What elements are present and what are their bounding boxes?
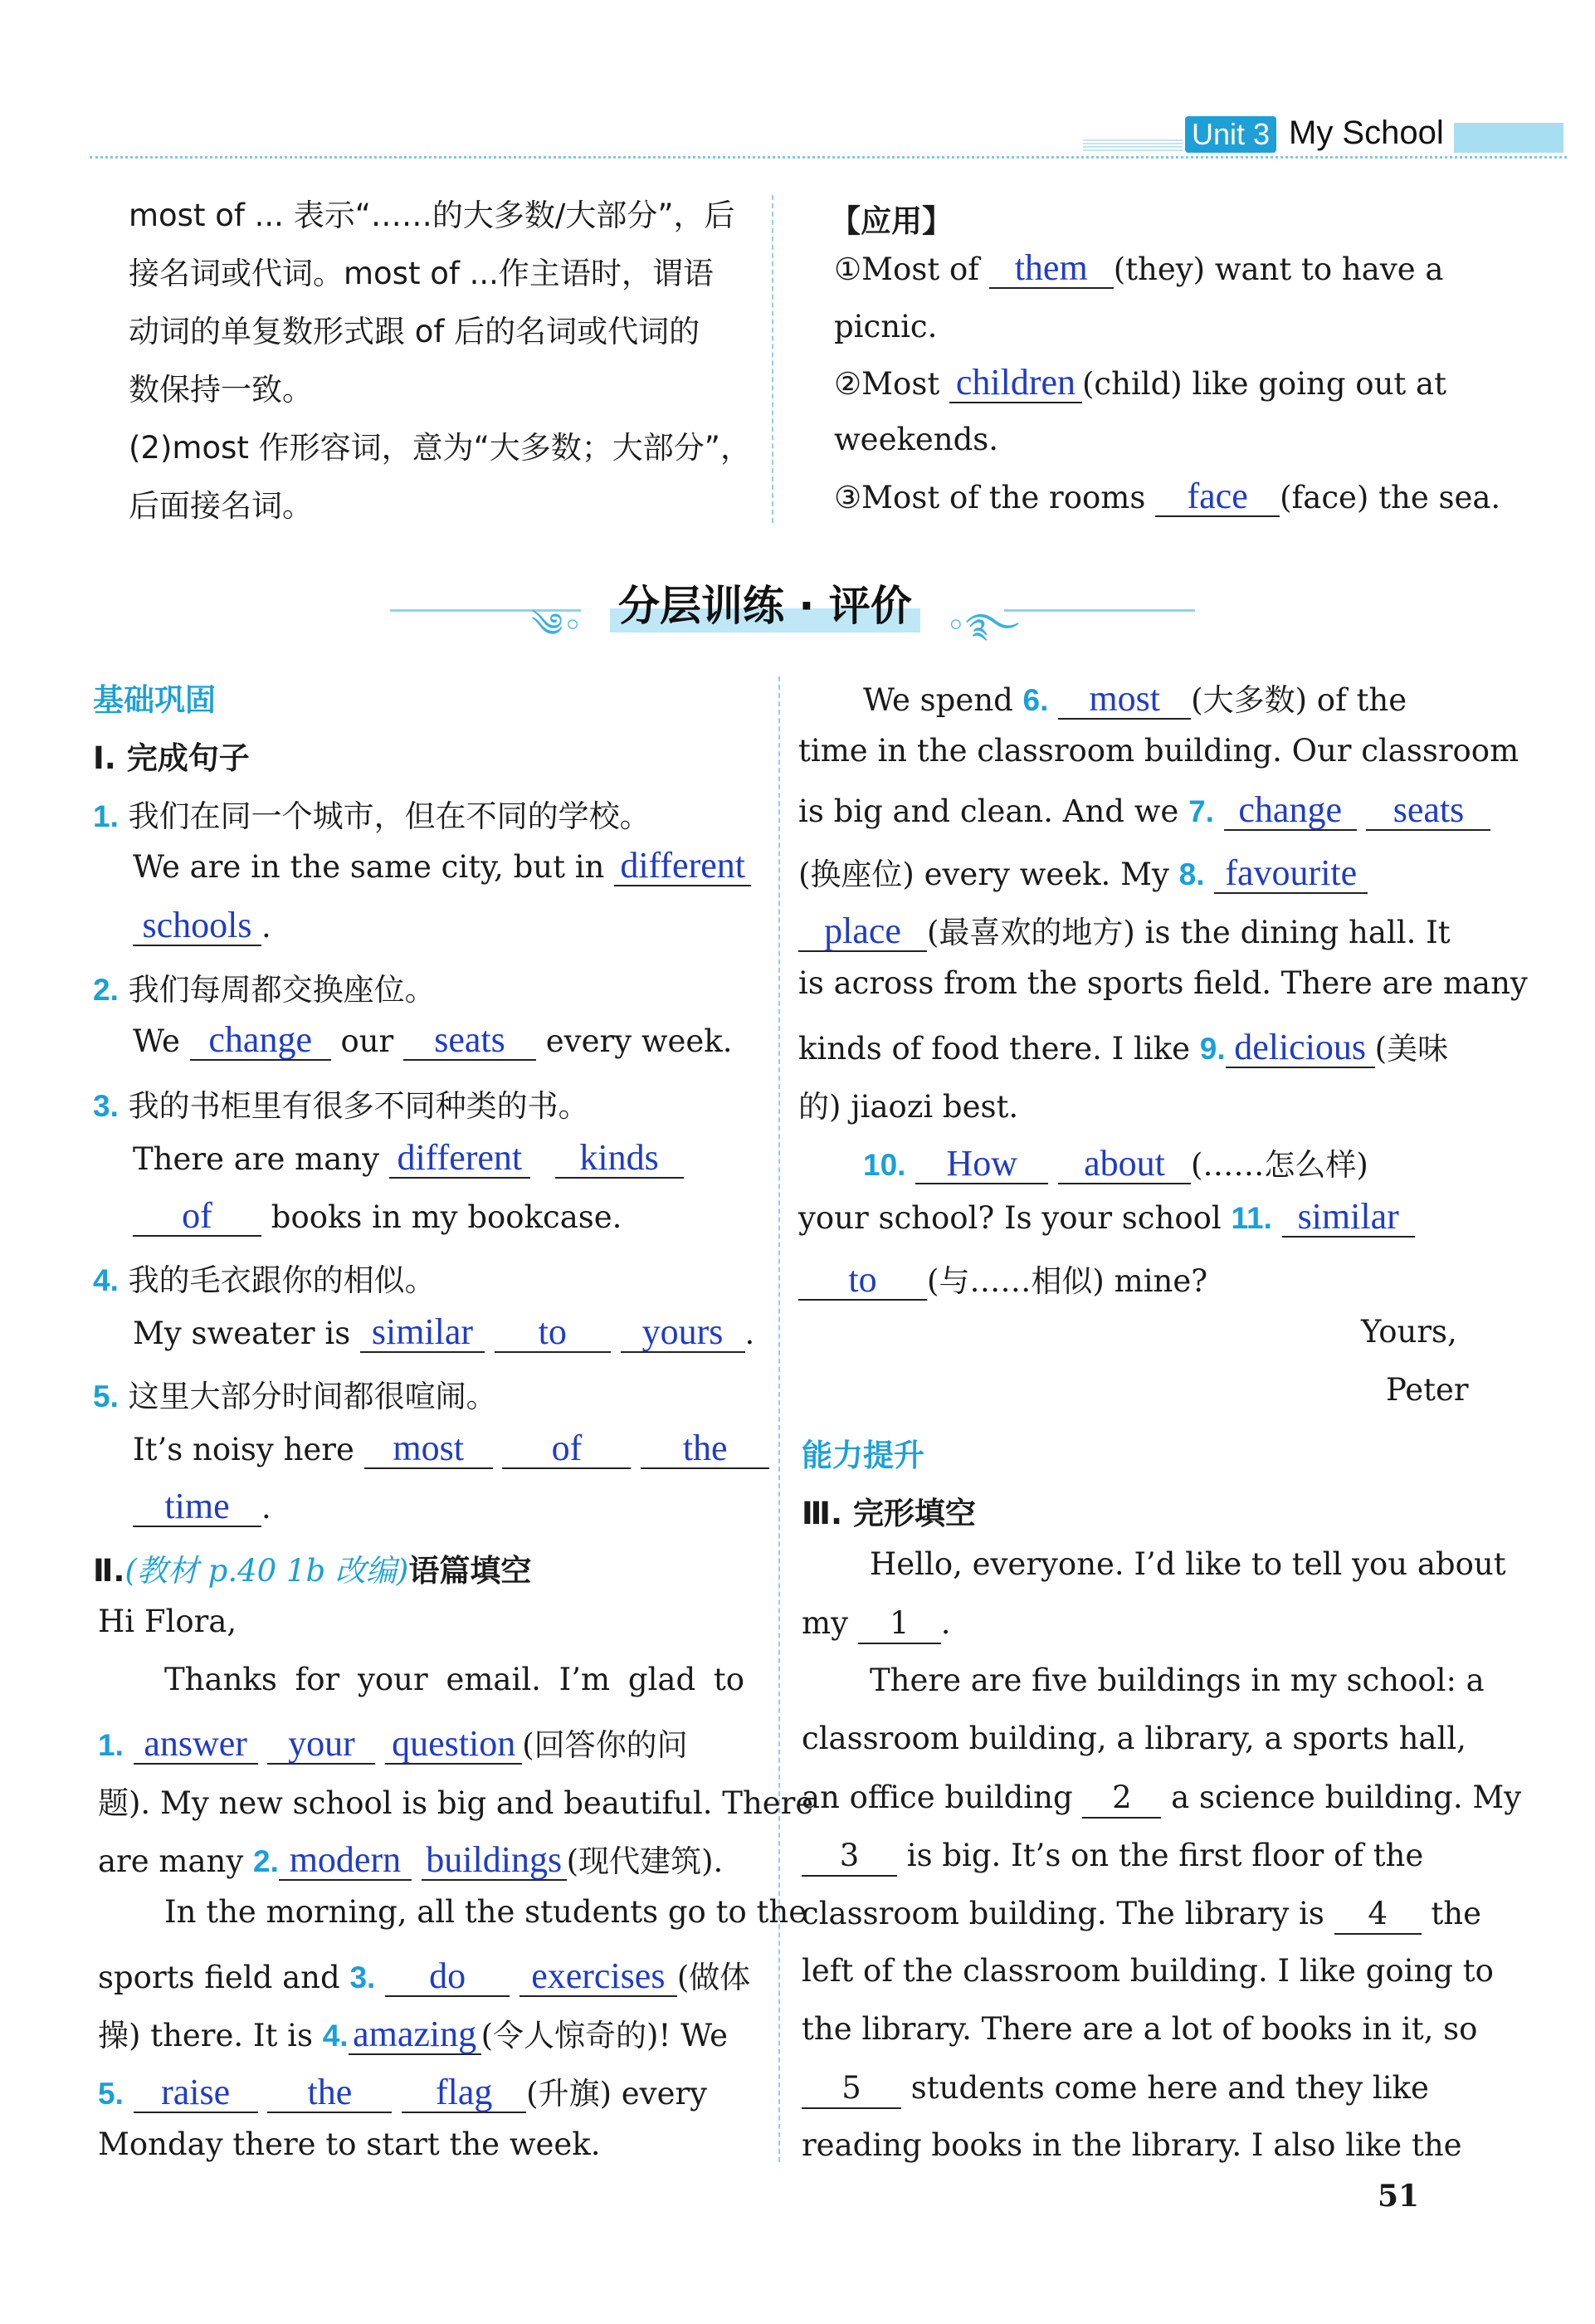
s5-answer-2[interactable]: of <box>502 1429 631 1469</box>
answer-11b[interactable]: to <box>798 1261 927 1301</box>
answer-10a[interactable]: How <box>915 1145 1048 1184</box>
c5-pre: an office building <box>802 1780 1073 1815</box>
note-line: most of ... 表示“……的大多数/大部分”，后 <box>129 198 735 233</box>
s1-en-2: schools . <box>133 906 271 946</box>
s3-en <box>133 1139 684 1179</box>
s3-en-2 <box>133 1197 622 1237</box>
s4-cn-text: 我的毛衣跟你的相似。 <box>128 1262 436 1298</box>
r-line-3 <box>798 791 1490 831</box>
main-divider <box>778 676 780 2162</box>
num-9: 9. <box>1199 1032 1226 1066</box>
answer-2a[interactable]: modern <box>279 1841 412 1881</box>
c-line-4: classroom building, a library, a sports hall, <box>802 1721 1466 1756</box>
s5-answer-1[interactable]: most <box>364 1429 493 1469</box>
q2-answer[interactable]: children <box>949 364 1082 403</box>
num-6: 6. <box>1022 683 1049 717</box>
num-b4: 4. <box>322 2019 349 2053</box>
cloze-blank-5[interactable]: 5 <box>802 2069 901 2109</box>
c-line-7 <box>802 1895 1481 1935</box>
q3-post: (face) the sea. <box>1280 480 1501 515</box>
num-11: 11. <box>1231 1201 1272 1235</box>
num-b5: 5. <box>98 2077 124 2111</box>
passage-a4 <box>98 2010 728 2055</box>
s5-cn <box>93 1371 497 1416</box>
passage-a1 <box>98 1720 688 1765</box>
sign-yours: Yours, <box>1361 1314 1457 1350</box>
s4-answer-1[interactable]: similar <box>360 1313 485 1353</box>
r4-pre: (换座位) every week. My <box>798 857 1169 892</box>
a2-hint: (现代建筑). <box>566 1843 724 1879</box>
r-line-9 <box>863 1140 1368 1184</box>
answer-4[interactable]: amazing <box>349 2015 481 2055</box>
r7-pre: kinds of food there. I like <box>798 1031 1191 1067</box>
q1-post: (they) want to have a <box>1113 251 1444 287</box>
answer-7b[interactable]: seats <box>1366 791 1490 831</box>
r5-post: (最喜欢的地方) is the dining hall. It <box>927 915 1451 950</box>
answer-6[interactable]: most <box>1058 680 1191 720</box>
s4-en-text: My sweater is <box>133 1316 351 1351</box>
part1-title: Ⅰ. 完成句子 <box>93 740 250 776</box>
s5-cn-text: 这里大部分时间都很喧闹。 <box>128 1379 497 1414</box>
c7-post: the <box>1431 1896 1481 1931</box>
p3-pre: are many <box>98 1843 244 1879</box>
r-line-7 <box>798 1023 1448 1068</box>
s5-en-text: It’s noisy here <box>133 1432 354 1467</box>
r-line-1 <box>863 675 1407 720</box>
s3-en-1: There are many <box>133 1141 380 1177</box>
q1-pre: ①Most of <box>834 251 979 287</box>
unit-badge: Unit 3 <box>1185 116 1276 153</box>
apply-q3 <box>834 477 1500 517</box>
cloze-blank-3[interactable]: 3 <box>802 1837 897 1877</box>
cloze-blank-1[interactable]: 1 <box>858 1604 941 1644</box>
s2-en-3: every week. <box>545 1023 733 1059</box>
s2-en <box>133 1021 732 1061</box>
q2-pre: ②Most <box>834 366 940 402</box>
answer-5c[interactable]: flag <box>402 2073 526 2113</box>
c-line-11: reading books in the library. I also like the <box>802 2127 1462 2163</box>
num-2: 2. <box>93 973 119 1007</box>
s4-en: My sweater is similar to yours . <box>133 1311 755 1352</box>
note-line: (2)most 作形容词，意为“大多数；大部分”， <box>129 430 751 466</box>
q3-pre: ③Most of the rooms <box>834 480 1146 515</box>
answer-2b[interactable]: buildings <box>422 1841 567 1881</box>
r3-pre: is big and clean. And we <box>798 793 1179 829</box>
answer-1b[interactable]: your <box>267 1725 375 1765</box>
c-line-5 <box>802 1779 1521 1819</box>
a4-hint: (令人惊奇的)! We <box>480 2018 729 2053</box>
s5-en-2: time . <box>133 1487 271 1527</box>
note-line: 动词的单复数形式跟 of 后的名词或代词的 <box>129 314 700 349</box>
answer-5a[interactable]: raise <box>134 2073 258 2113</box>
answer-11a[interactable]: similar <box>1282 1198 1415 1238</box>
s4-answer-2[interactable]: to <box>495 1313 611 1353</box>
s4-answer-3[interactable]: yours <box>621 1313 745 1353</box>
c10-post: students come here and they like <box>910 2070 1429 2106</box>
answer-9[interactable]: delicious <box>1226 1028 1375 1068</box>
num-7: 7. <box>1188 794 1214 828</box>
s2-cn <box>93 964 436 1009</box>
answer-7a[interactable]: change <box>1224 791 1357 831</box>
part2-label: 语篇填空 <box>408 1553 532 1589</box>
c-line-10 <box>802 2069 1429 2109</box>
s3-answer-1[interactable]: different <box>389 1139 530 1179</box>
num-4: 4. <box>93 1263 119 1297</box>
s1-answer-2[interactable]: schools <box>133 906 261 946</box>
passage-p1: Thanks for your email. I’m glad to <box>164 1662 745 1697</box>
cloze-blank-4[interactable]: 4 <box>1334 1895 1422 1935</box>
s4-cn <box>93 1255 436 1300</box>
r-line-11 <box>798 1256 1207 1301</box>
c-line-9: the library. There are a lot of books in it, so <box>802 2011 1478 2047</box>
note-line: 数保持一致。 <box>129 372 313 408</box>
r1-pre: We spend <box>863 682 1013 718</box>
r1-post: (大多数) of the <box>1191 682 1407 718</box>
s1-answer-1[interactable]: different <box>614 847 751 886</box>
s2-en-2: our <box>340 1023 394 1059</box>
advanced-label: 能力提升 <box>802 1438 924 1473</box>
num-b3: 3. <box>349 1960 376 1994</box>
s5-en <box>133 1429 769 1469</box>
r9-post: (……怎么样) <box>1190 1147 1368 1183</box>
basic-label: 基础巩固 <box>93 682 216 718</box>
s2-answer-1[interactable]: change <box>190 1021 331 1061</box>
swirl-right-icon: ◦࿐ <box>946 607 1020 645</box>
num-b2: 2. <box>253 1844 279 1878</box>
c-line-6 <box>802 1837 1423 1877</box>
r-line-2: time in the classroom building. Our classroom <box>798 733 1519 769</box>
p5-pre: sports field and <box>98 1960 340 1995</box>
answer-8a[interactable]: favourite <box>1214 854 1368 894</box>
c5-post: a science building. My <box>1171 1780 1522 1815</box>
a3-hint: (做体 <box>676 1960 751 1995</box>
num-8: 8. <box>1178 857 1205 891</box>
part2-roman: Ⅱ. <box>93 1553 125 1589</box>
note-line: 后面接名词。 <box>129 488 313 524</box>
s3-cn <box>93 1081 589 1125</box>
apply-q1 <box>834 249 1443 289</box>
apply-q2-line2: weekends. <box>834 422 999 457</box>
r11-post: (与……相似) mine? <box>927 1263 1208 1299</box>
header-bar <box>1454 123 1563 153</box>
c6-post: is big. It’s on the first floor of the <box>906 1838 1424 1873</box>
s3-en-2-text: books in my bookcase. <box>271 1199 622 1235</box>
greeting: Hi Flora, <box>98 1604 237 1639</box>
r-line-8: 的) jiaozi best. <box>798 1089 1019 1125</box>
note-line: 接名词或代词。most of ...作主语时，谓语 <box>129 256 714 291</box>
s3-answer-3[interactable]: of <box>133 1197 261 1237</box>
banner-line-right <box>1004 609 1195 612</box>
q3-answer[interactable]: face <box>1155 477 1280 517</box>
c-line-2: my 1 . <box>802 1604 951 1644</box>
r-line-6: is across from the sports field. There are many <box>798 965 1528 1001</box>
s1-en <box>133 847 751 886</box>
apply-heading: 【应用】 <box>830 203 953 239</box>
swirl-left-icon: ༄◦ <box>531 607 583 645</box>
page-number: 51 <box>1378 2179 1420 2214</box>
s5-answer-4[interactable]: time <box>133 1487 261 1527</box>
s2-answer-2[interactable]: seats <box>403 1021 536 1061</box>
passage-a5 <box>98 2068 707 2113</box>
q1-answer[interactable]: them <box>989 249 1114 289</box>
s2-cn-text: 我们每周都交换座位。 <box>128 972 436 1008</box>
c2-pre: my <box>802 1605 848 1641</box>
q2-post: (child) like going out at <box>1081 366 1446 402</box>
answer-8b[interactable]: place <box>798 912 927 952</box>
passage-a3 <box>98 1952 750 1997</box>
cloze-blank-2[interactable]: 2 <box>1082 1779 1161 1819</box>
banner-title: 分层训练 · 评价 <box>610 573 920 632</box>
header-stripes <box>1083 139 1183 153</box>
answer-10b[interactable]: about <box>1058 1145 1191 1184</box>
answer-3a[interactable]: do <box>385 1957 510 1997</box>
s2-en-1: We <box>133 1023 180 1059</box>
answer-3b[interactable]: exercises <box>519 1957 677 1997</box>
r-line-5 <box>798 907 1451 952</box>
grammar-note <box>129 187 759 535</box>
s1-en-text: We are in the same city, but in <box>133 849 605 885</box>
s3-answer-2[interactable]: kinds <box>555 1139 684 1179</box>
c-line-3: There are five buildings in my school: a <box>870 1662 1485 1698</box>
s1-cn <box>93 791 651 836</box>
top-divider <box>772 195 773 523</box>
p6-pre: 操) there. It is <box>98 2018 313 2053</box>
apply-q2 <box>834 364 1446 403</box>
header-dotted-line <box>90 156 1567 159</box>
r-line-4 <box>798 849 1368 894</box>
a5-hint: (升旗) every <box>526 2076 708 2112</box>
s3-cn-text: 我的书柜里有很多不同种类的书。 <box>128 1088 589 1124</box>
passage-p4: In the morning, all the students go to the <box>164 1894 807 1930</box>
c7-pre: classroom building. The library is <box>802 1896 1324 1931</box>
passage-p2: 题). My new school is big and beautiful. There <box>98 1785 814 1821</box>
a1-hint: (回答你的问 <box>522 1727 688 1763</box>
c-line-1: Hello, everyone. I’d like to tell you about <box>870 1546 1506 1582</box>
r7-post: (美味 <box>1374 1031 1449 1067</box>
part2-title <box>93 1545 531 1590</box>
s1-cn-text: 我们在同一个城市，但在不同的学校。 <box>128 798 651 834</box>
answer-5b[interactable]: the <box>267 2073 392 2113</box>
answer-1c[interactable]: question <box>385 1725 522 1765</box>
answer-1a[interactable]: answer <box>134 1725 258 1765</box>
r-line-10 <box>798 1198 1415 1238</box>
apply-q1-line2: picnic. <box>834 309 938 344</box>
sign-peter: Peter <box>1386 1372 1469 1408</box>
num-b1: 1. <box>98 1728 124 1762</box>
passage-p7: Monday there to start the week. <box>98 2126 601 2162</box>
num-10: 10. <box>863 1148 906 1182</box>
s5-answer-3[interactable]: the <box>641 1429 769 1469</box>
num-5: 5. <box>93 1379 119 1413</box>
num-3: 3. <box>93 1089 119 1123</box>
part3-title: Ⅲ. 完形填空 <box>802 1496 976 1531</box>
unit-title: My School <box>1289 115 1444 151</box>
c-line-8: left of the classroom building. I like going to <box>802 1953 1494 1989</box>
passage-a2 <box>98 1836 723 1881</box>
r10-pre: your school? Is your school <box>798 1200 1222 1236</box>
num-1: 1. <box>93 799 119 833</box>
part2-source: (教材 p.40 1b 改编) <box>124 1553 409 1589</box>
